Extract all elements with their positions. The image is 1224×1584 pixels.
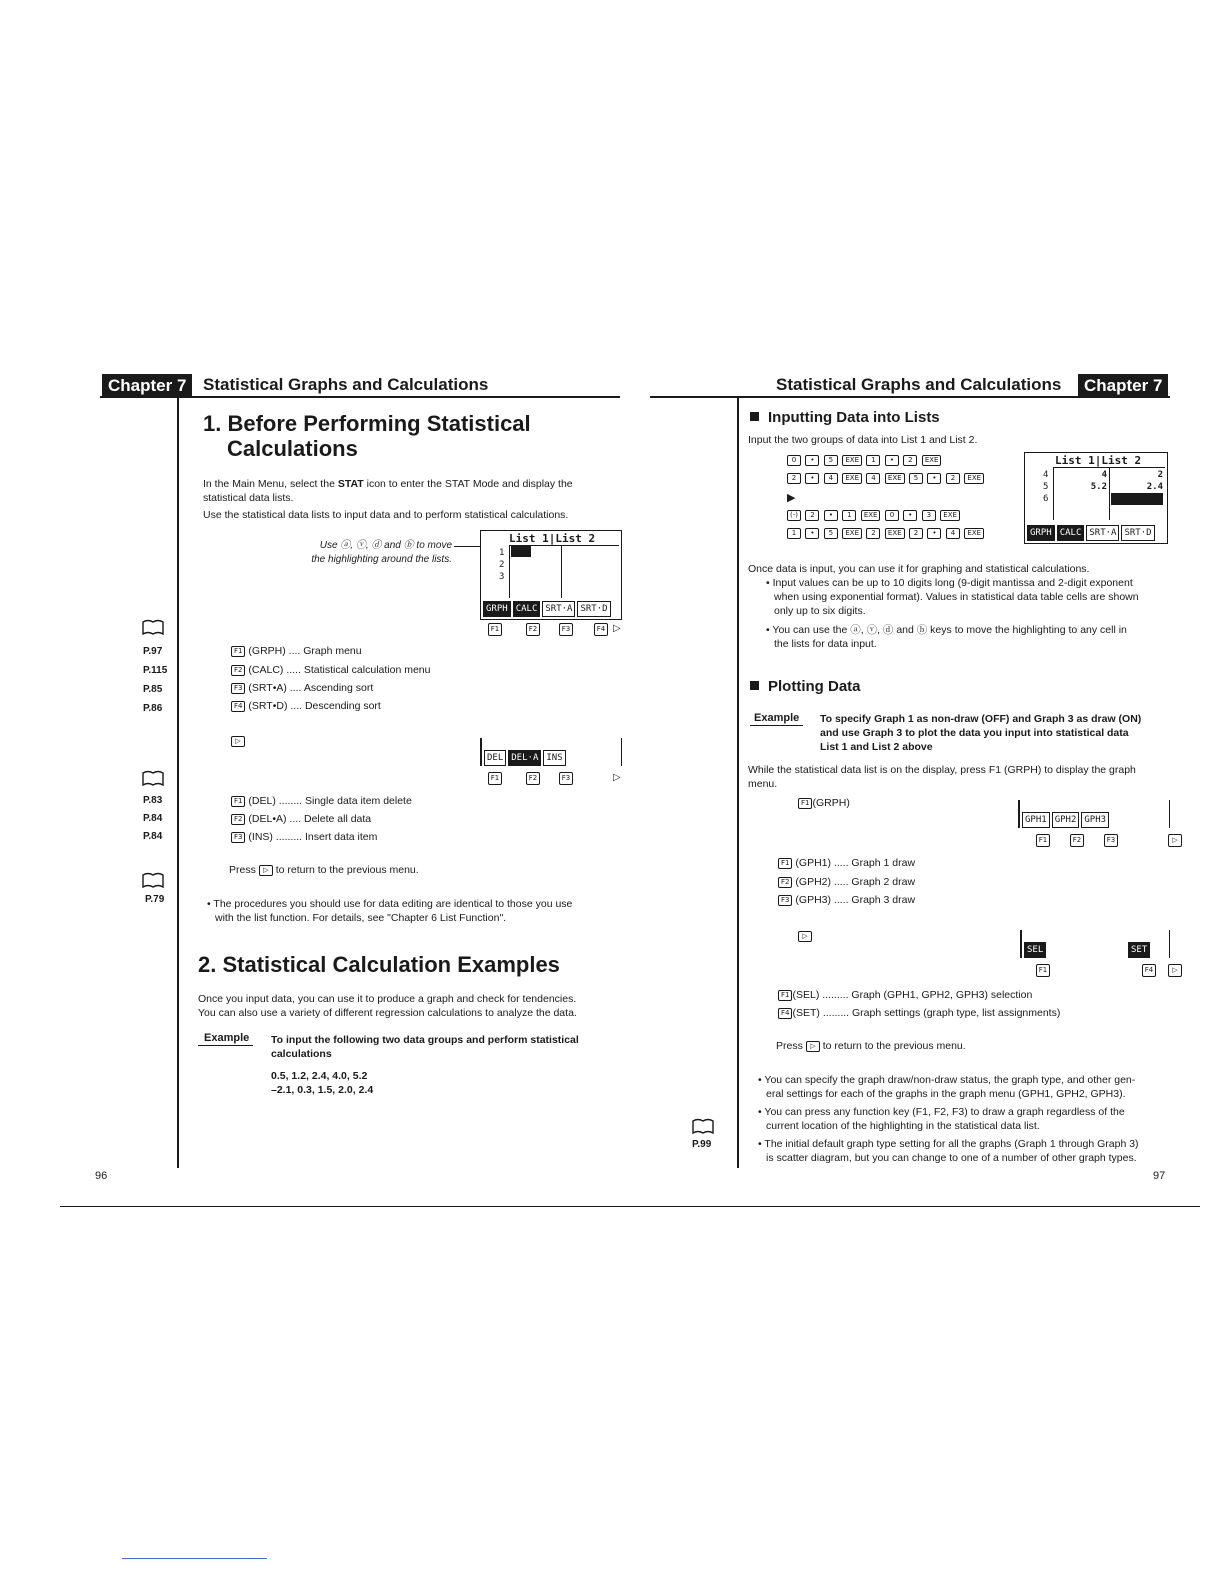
- reference-book-icon: [142, 872, 164, 888]
- calc-key: •: [903, 510, 917, 521]
- calc-key: 4: [824, 473, 838, 484]
- lcd-col-line: [561, 546, 562, 598]
- page-ref-link[interactable]: P.83: [143, 795, 163, 806]
- page-ref-link[interactable]: P.84: [143, 831, 163, 842]
- f1-key: F1: [798, 798, 812, 809]
- right-arrow-key: ▶: [787, 492, 796, 504]
- menu-item: F3 (SRT•A) .... Ascending sort: [231, 681, 373, 695]
- reference-book-icon: [142, 770, 164, 786]
- intro-paragraph-2: Use the statistical data lists to input data and to perform statistical calculations.: [203, 509, 569, 521]
- key-row: [787, 525, 984, 543]
- next-arrow-key[interactable]: ▷: [1168, 964, 1182, 977]
- menu-del: DEL: [484, 750, 506, 766]
- key-row: [787, 452, 984, 470]
- calc-key: 2: [909, 528, 923, 539]
- calc-key: EXE: [964, 528, 984, 539]
- f4-key[interactable]: F4: [1142, 964, 1156, 977]
- calc-key: EXE: [842, 473, 862, 484]
- lcd-left-edge: [1020, 930, 1022, 958]
- next-key: ▷: [806, 1041, 820, 1052]
- menu-item: F2 (DEL•A) .... Delete all data: [231, 812, 371, 826]
- calc-key: 1: [842, 510, 856, 521]
- calculator-screen-data-lists: [1024, 452, 1168, 544]
- key-row: [787, 488, 984, 507]
- calc-key: EXE: [861, 510, 881, 521]
- page-ref-link[interactable]: P.97: [143, 646, 163, 657]
- menu-srta: SRT·A: [542, 601, 575, 617]
- page-ref-link[interactable]: P.79: [145, 894, 165, 905]
- calc-key: •: [824, 510, 838, 521]
- menu-gph3: GPH3: [1081, 812, 1109, 828]
- calc-key: 3: [922, 510, 936, 521]
- list-header: List 1|List 2: [1055, 454, 1142, 467]
- page-ref-link[interactable]: P.85: [143, 684, 163, 695]
- menu-dela: DEL·A: [508, 750, 541, 766]
- menu-gph2: GPH2: [1052, 812, 1080, 828]
- menu-sel: SEL: [1024, 942, 1046, 958]
- menu-item: F1 (DEL) ........ Single data item delete: [231, 794, 412, 808]
- calc-key: 4: [946, 528, 960, 539]
- menu-item: F3 (INS) ......... Insert data item: [231, 830, 377, 844]
- highlight-cell: [511, 546, 531, 557]
- menu-item: F3 (GPH3) ..... Graph 3 draw: [778, 893, 915, 907]
- calc-key: EXE: [940, 510, 960, 521]
- f4-key: F4: [778, 1008, 792, 1019]
- f1-key: F1: [778, 990, 792, 1001]
- running-title: Statistical Graphs and Calculations: [776, 375, 1062, 394]
- header-rule: [650, 396, 1170, 398]
- menu-grph: GRPH: [483, 601, 511, 617]
- f1-key[interactable]: F1: [488, 623, 502, 636]
- lcd-col-line: [509, 546, 510, 598]
- f2-key[interactable]: F2: [1070, 834, 1084, 847]
- list2-values: 2 2.4: [1146, 470, 1163, 492]
- example-description: To input the following two data groups and perform statistical calculations: [271, 1034, 579, 1060]
- next-key: ▷: [798, 928, 812, 946]
- calc-key: 2: [866, 528, 880, 539]
- calc-key: 2: [787, 473, 801, 484]
- f2-key: F2: [231, 814, 245, 825]
- calc-key: 5: [824, 528, 838, 539]
- next-arrow-key[interactable]: ▷: [613, 623, 621, 634]
- example-description: To specify Graph 1 as non-draw (OFF) and Graph 3 as draw (ON) and use Graph 3 to plot the data you input into statistical data List 1 and List 2 above: [820, 713, 1142, 753]
- example-data: 0.5, 1.2, 2.4, 4.0, 5.2 –2.1, 0.3, 1.5, 2.0, 2.4: [271, 1070, 374, 1096]
- function-menu-bar: [1022, 812, 1111, 826]
- calc-key: 2: [946, 473, 960, 484]
- f2-key: F2: [231, 665, 245, 676]
- f1-key: F1: [231, 796, 245, 807]
- list1-values: 4 5.2: [1090, 470, 1107, 492]
- lcd-col-line: [1053, 468, 1054, 520]
- calc-key: 5: [909, 473, 923, 484]
- f3-key[interactable]: F3: [1104, 834, 1118, 847]
- row-numbers: 4 5 6: [1043, 470, 1049, 504]
- menu-item: F1 (GRPH) .... Graph menu: [231, 644, 362, 658]
- calc-key: •: [805, 455, 819, 466]
- function-menu-bar: [1024, 942, 1048, 956]
- calc-key: 1: [787, 528, 801, 539]
- f3-key[interactable]: F3: [559, 623, 573, 636]
- margin-rule: [737, 398, 739, 1168]
- page-ref-link[interactable]: P.86: [143, 703, 163, 714]
- example-tag: Example: [198, 1032, 253, 1046]
- menu-srtd: SRT·D: [577, 601, 610, 617]
- grph-key-instruction: F1 (GRPH): [798, 796, 850, 810]
- f1-key[interactable]: F1: [1036, 834, 1050, 847]
- calc-key: 0: [787, 455, 801, 466]
- input-instruction: Input the two groups of data into List 1 and List 2.: [748, 434, 978, 446]
- reference-book-icon: [142, 619, 164, 635]
- paragraph: Once data is input, you can use it for graphing and statistical calculations.: [748, 563, 1090, 575]
- calc-key: EXE: [885, 473, 905, 484]
- lcd-left-edge: [1018, 800, 1020, 828]
- next-key: ▷: [231, 733, 245, 751]
- lcd-left-edge: [480, 738, 482, 766]
- menu-item: F2 (CALC) ..... Statistical calculation menu: [231, 663, 430, 677]
- f1-key: F1: [231, 646, 245, 657]
- keystroke-sequence: [787, 452, 984, 543]
- menu-calc: CALC: [513, 601, 541, 617]
- menu-calc: CALC: [1057, 525, 1085, 541]
- cursor-callout: Use ⓐ, ⓥ, ⓓ and ⓑ to move the highlighting around the lists.: [311, 540, 452, 565]
- note: • The procedures you should use for data editing are identical to those you use with the list function. For details, see "Chapter 6 List Function".: [207, 898, 573, 924]
- calc-key: 5: [824, 455, 838, 466]
- page-ref-link[interactable]: P.84: [143, 813, 163, 824]
- example-tag: Example: [750, 712, 803, 726]
- bullet-note: • You can use the ⓐ, ⓥ, ⓓ and ⓑ keys to move the highlighting to any cell in the lists for data input.: [766, 624, 1127, 650]
- calc-key: •: [805, 528, 819, 539]
- section-heading-2: 2. Statistical Calculation Examples: [198, 952, 560, 977]
- list-header: List 1|List 2: [509, 532, 596, 545]
- calc-key: EXE: [922, 455, 942, 466]
- menu-srta: SRT·A: [1086, 525, 1119, 541]
- chapter-badge: Chapter 7: [102, 374, 192, 398]
- lcd-right-edge: [1169, 930, 1171, 958]
- menu-set: SET: [1128, 942, 1150, 958]
- spread-bottom-rule: [60, 1206, 1200, 1207]
- paragraph: While the statistical data list is on the display, press F1 (GRPH) to display the graph menu.: [748, 764, 1136, 790]
- function-menu-bar: [1027, 525, 1157, 539]
- footnote-rule: [122, 1558, 267, 1559]
- menu-item: F4 (SET) ......... Graph settings (graph type, list assignments): [778, 1006, 1060, 1020]
- page-ref-link[interactable]: P.99: [692, 1139, 712, 1150]
- section-heading-1: 1. Before Performing Statistical: [203, 411, 531, 436]
- lcd-right-edge: [621, 738, 623, 766]
- chapter-badge: Chapter 7: [1078, 374, 1168, 398]
- calc-key: •: [885, 455, 899, 466]
- menu-item: F1 (GPH1) ..... Graph 1 draw: [778, 856, 915, 870]
- intro-paragraph: In the Main Menu, select the STAT icon to enter the STAT Mode and display the statistical data lists.: [203, 478, 573, 504]
- function-menu-bar: [483, 601, 613, 615]
- calculator-screen-edit-menu: [480, 738, 622, 766]
- menu-gph1: GPH1: [1022, 812, 1050, 828]
- row-numbers: 1 2 3: [499, 548, 505, 582]
- highlight-cell: [1111, 493, 1163, 505]
- calculator-screen-sel-set: [1020, 930, 1170, 958]
- return-instruction: Press ▷ to return to the previous menu.: [776, 1040, 966, 1052]
- page-references: [143, 642, 167, 718]
- calc-key: (-): [787, 510, 801, 521]
- subheading-inputting-data: Inputting Data into Lists: [750, 409, 940, 426]
- f1-key[interactable]: F1: [1036, 964, 1050, 977]
- function-menu-bar: [484, 750, 568, 764]
- calc-key: •: [805, 473, 819, 484]
- f2-key[interactable]: F2: [526, 772, 540, 785]
- running-title: Statistical Graphs and Calculations: [203, 375, 489, 394]
- calc-key: EXE: [885, 528, 905, 539]
- lcd-col-line: [1109, 468, 1110, 520]
- page-ref-link[interactable]: P.115: [143, 665, 168, 676]
- function-menu-bar-right: [1128, 942, 1152, 956]
- menu-grph: GRPH: [1027, 525, 1055, 541]
- next-arrow-key[interactable]: ▷: [1168, 834, 1182, 847]
- reference-book-icon: [692, 1118, 714, 1134]
- calculator-screen-lists: [480, 530, 622, 620]
- calc-key: •: [927, 528, 941, 539]
- f3-key: F3: [778, 895, 792, 906]
- page-references: [143, 792, 162, 846]
- section-heading-1-cont: Calculations: [227, 436, 358, 461]
- calculator-screen-graph-menu: [1018, 800, 1170, 828]
- f1-key: F1: [778, 858, 792, 869]
- section-2-paragraph: Once you input data, you can use it to produce a graph and check for tendencies. You can also use a variety of different regression calculations to analyze the data.: [198, 993, 577, 1019]
- f2-key[interactable]: F2: [526, 623, 540, 636]
- f2-key: F2: [778, 877, 792, 888]
- bullet-note: • You can specify the graph draw/non-draw status, the graph type, and other gen- eral settings for each of the graphs in the graph menu (GPH1, GPH2, GPH3).: [758, 1074, 1136, 1100]
- calc-key: EXE: [842, 528, 862, 539]
- f3-key[interactable]: F3: [559, 772, 573, 785]
- page-number: 97: [1153, 1170, 1166, 1182]
- next-key: ▷: [259, 865, 273, 876]
- calc-key: EXE: [964, 473, 984, 484]
- margin-rule: [177, 398, 179, 1168]
- calc-key: 1: [866, 455, 880, 466]
- f1-key[interactable]: F1: [488, 772, 502, 785]
- next-arrow-key[interactable]: ▷: [613, 772, 621, 783]
- calc-key: 2: [903, 455, 917, 466]
- lcd-right-edge: [1169, 800, 1171, 828]
- calc-key: 0: [885, 510, 899, 521]
- calc-key: 2: [805, 510, 819, 521]
- menu-srtd: SRT·D: [1121, 525, 1154, 541]
- f4-key: F4: [231, 701, 245, 712]
- bullet-note: • The initial default graph type setting for all the graphs (Graph 1 through Graph 3) is scatter diagram, but you can change to one of a number of other graph types.: [758, 1138, 1139, 1164]
- calc-key: 4: [866, 473, 880, 484]
- bullet-note: • You can press any function key (F1, F2, F3) to draw a graph regardless of the current location of the highlighting in the statistical data list.: [758, 1106, 1125, 1132]
- key-row: [787, 507, 984, 525]
- subheading-plotting-data: Plotting Data: [750, 678, 861, 695]
- key-row: [787, 470, 984, 488]
- bullet-note: • Input values can be up to 10 digits long (9-digit mantissa and 2-digit exponent when using exponential format). Values in statistical data table cells are shown only up to six digits.: [766, 577, 1139, 617]
- page-number: 96: [95, 1170, 108, 1182]
- menu-item: F1 (SEL) ......... Graph (GPH1, GPH2, GPH3) selection: [778, 988, 1032, 1002]
- f3-key: F3: [231, 832, 245, 843]
- f4-key[interactable]: F4: [594, 623, 608, 636]
- return-instruction: Press ▷ to return to the previous menu.: [229, 864, 419, 876]
- calc-key: EXE: [842, 455, 862, 466]
- calc-key: •: [927, 473, 941, 484]
- menu-item: F2 (GPH2) ..... Graph 2 draw: [778, 875, 915, 889]
- menu-item: F4 (SRT•D) .... Descending sort: [231, 699, 381, 713]
- f3-key: F3: [231, 683, 245, 694]
- menu-ins: INS: [543, 750, 565, 766]
